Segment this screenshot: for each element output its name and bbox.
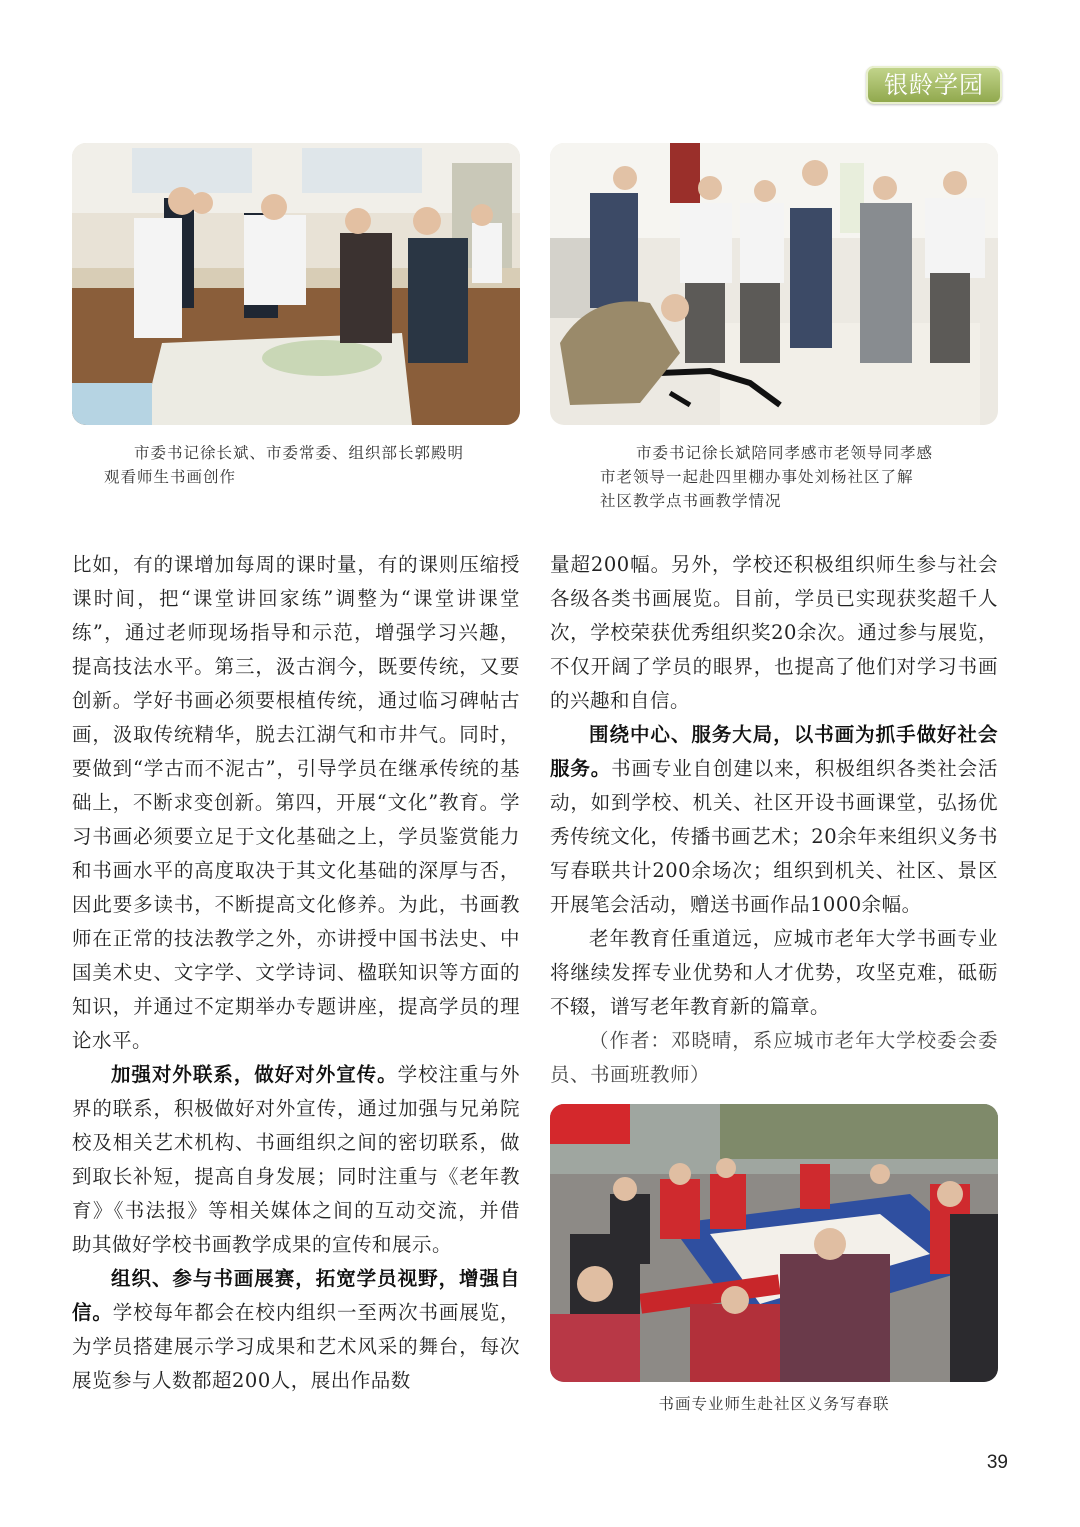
author-note: （作者：邓晓晴，系应城市老年大学校委会委员、书画班教师） [550,1029,998,1086]
article-left-column [72,548,520,1398]
photo-writing-spring-couplets [550,1104,998,1382]
paragraph-heading: 加强对外联系，做好对外宣传。 [111,1063,398,1086]
caption-line: 市委书记徐长斌、市委常委、组织部长郭殿明 [134,444,465,462]
paragraph-body: 学校每年都会在校内组织一至两次书画展览，为学员搭建展示学习成果和艺术风采的舞台，每次展览参与人数都超200人，展出作品数 [72,1301,520,1392]
paragraph: 量超200幅。另外，学校还积极组织师生参与社会各级各类书画展览。目前，学员已实现获奖超千人次，学校荣获优秀组织奖20余次。通过参与展览，不仅开阔了学员的眼界，也提高了他们对学习书画的兴趣和自信。 [550,553,998,712]
paragraph [72,1058,520,1262]
photo-officials-viewing-painting [72,143,520,425]
paragraph [550,718,998,922]
paragraph-body: 学校注重与外界的联系，积极做好对外宣传，通过加强与兄弟院校及相关艺术机构、书画组织之间的密切联系，做到取长补短，提高自身发展；同时注重与《老年教育》《书法报》等相关媒体之间的互动交流，并借助其做好学校书画教学成果的宣传和展示。 [72,1063,520,1256]
article-right-column [550,548,998,1092]
paragraph: 老年教育任重道远，应城市老年大学书画专业将继续发挥专业优势和人才优势，攻坚克难，砥砺不辍，谱写老年教育新的篇章。 [550,927,998,1018]
caption-line: 观看师生书画创作 [104,468,237,486]
paragraph-heading: 围绕中心、服务大局，以书画为抓手做好社会服务。 [550,723,998,780]
paragraph-heading: 组织、参与书画展赛，拓宽学员视野，增强自信。 [72,1267,520,1324]
photo-calligraphy-demonstration [550,143,998,425]
photo-2-caption [600,441,980,513]
photo-3-caption: 书画专业师生赴社区义务写春联 [658,1395,890,1413]
paragraph: 比如，有的课增加每周的课时量，有的课则压缩授课时间，把“课堂讲回家练”调整为“课堂讲课堂练”，通过老师现场指导和示范，增强学习兴趣，提高技法水平。第三，汲古润今，既要传统，又要创新。学好书画必须要根植传统，通过临习碑帖古画，汲取传统精华，脱去江湖气和市井气。同时，要做到“学古而不泥古”，引导学员在继承传统的基础上，不断求变创新。第四，开展“文化”教育。学习书画必须要立足于文化基础之上，学员鉴赏能力和书画水平的高度取决于其文化基础的深厚与否，因此要多读书，不断提高文化修养。为此，书画教师在正常的技法教学之外，亦讲授中国书法史、中国美术史、文字学、文学诗词、楹联知识等方面的知识，并通过不定期举办专题讲座，提高学员的理论水平。 [72,553,520,1052]
paragraph [72,1262,520,1398]
caption-line: 市委书记徐长斌陪同孝感市老领导同孝感 [636,444,934,462]
page-number: 39 [986,1452,1008,1473]
section-tag: 银龄学园 [866,66,1002,104]
caption-line: 市老领导一起赴四里棚办事处刘杨社区了解 [600,468,914,486]
caption-line: 社区教学点书画教学情况 [600,492,782,510]
paragraph-body: 书画专业自创建以来，积极组织各类社会活动，如到学校、机关、社区开设书画课堂，弘扬优秀传统文化，传播书画艺术；20余年来组织义务书写春联共计200余场次；组织到机关、社区、景区开展笔会活动，赠送书画作品1000余幅。 [550,757,998,916]
photo-1-caption [104,441,504,489]
